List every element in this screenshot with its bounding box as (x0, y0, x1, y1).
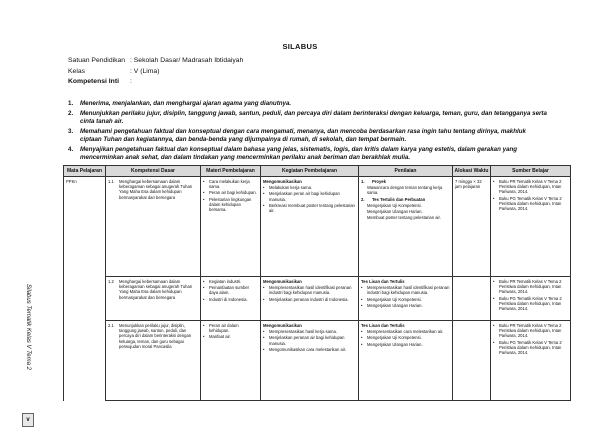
item-text: Industri di Indonesia. (209, 296, 248, 302)
assessment-cell (359, 177, 453, 277)
bullet-icon: • (203, 285, 205, 291)
assessment-title: Tes Tertulis dan Perbuatan (372, 196, 426, 202)
subject-cell (64, 321, 106, 401)
item-text: Wawancara dengan teman tentang kerja sama. (367, 185, 443, 196)
column-header: Kegiatan Pembelajaran (261, 166, 359, 177)
table-row (64, 177, 571, 277)
meta-value: : V (Lima) (130, 67, 160, 75)
time-cell (453, 277, 491, 321)
assessment-title: Proyek (372, 179, 386, 184)
subject-cell (64, 277, 106, 321)
item-text: Menjelaskan peran air bagi kehidupan manusia. (269, 191, 340, 202)
competency-text: Menghargai kebersamaan dalam keberagaman sebagai anugerah Tuhan Yang Maha Esa dalam kehidupan bermasyarakat dan bernegara (119, 279, 193, 300)
assessment-item (361, 329, 450, 334)
subject-cell (64, 177, 106, 277)
assessment-item (361, 335, 450, 340)
bullet-icon: • (493, 179, 495, 184)
item-text: Buku PR Tematik Kelas V Tema 2 Peristiwa dalam Kehidupan, Intan Pariwara, 2014. (499, 323, 562, 339)
activity-item (263, 191, 356, 201)
item-text: Mempresentasikan hasil kerja sama. (269, 329, 337, 335)
activity-item (263, 347, 356, 352)
assessment-number: 2. (361, 196, 365, 202)
item-text: Buku PR Tematik Kelas V Tema 2 Peristiwa dalam Kehidupan, Intan Pariwara, 2014. (499, 179, 562, 195)
material-item (203, 190, 258, 195)
kompetensi-inti-list (68, 100, 548, 164)
material-item (203, 323, 258, 333)
kompetensi-inti-item (68, 146, 548, 162)
item-text: Mempresentasikan hasil identifikasi peranan industri bagi kehidupan manusia. (367, 285, 450, 296)
activity-item (263, 335, 356, 345)
bullet-icon: • (263, 329, 265, 335)
assessment-heading (361, 197, 450, 202)
assessment-heading (361, 179, 450, 184)
assessment-heading (361, 279, 450, 284)
item-text: Peran air bagi kehidupan. (209, 190, 257, 196)
source-cell (491, 321, 571, 401)
bullet-icon: • (361, 296, 363, 302)
source-cell (491, 177, 571, 277)
bullet-icon: • (361, 285, 363, 291)
time-cell (453, 177, 491, 277)
bullet-icon: • (361, 341, 363, 347)
column-header: Alokasi Waktu (453, 166, 491, 177)
material-item (203, 297, 258, 302)
item-text: Buku PG Tematik Kelas V Tema 2 Peristiwa dalam Kehidupan, Intan Pariwara, 2014. (499, 339, 562, 356)
column-header: Penilaian (359, 166, 453, 177)
bullet-icon: • (361, 302, 363, 308)
bullet-icon: • (203, 196, 205, 202)
material-cell (201, 277, 261, 321)
item-text: Pelestarian lingkungan dalam kehidupan bersama. (209, 196, 252, 213)
item-text: Mempresentasikan cara melestarikan air. (367, 329, 444, 335)
competency-number: 1.2 (108, 279, 114, 284)
item-text: Kegiatan industri. (209, 279, 242, 284)
item-text: Melakukan kerja sama. (269, 185, 313, 191)
table-row (64, 277, 571, 321)
item-text: Mengerjakan Uji Kompetensi. (367, 335, 422, 341)
item-text: Menerima, menjalankan, dan menghargai ajaran agama yang dianutnya. (80, 100, 292, 107)
column-header: Materi Pembelajaran (201, 166, 261, 177)
source-item (493, 179, 568, 195)
subject-name: PPKn (66, 179, 77, 184)
item-text: Menunjukkan perilaku jujur, disiplin, tanggung jawab, santun, peduli, dan percaya diri dalam berinteraksi dengan keluarga, teman, guru, dan tetangganya serta cinta tanah air. (80, 110, 547, 125)
item-text: Mengerjakan Uji Kompetensi. (367, 296, 422, 302)
assessment-item (361, 209, 450, 214)
syllabus-table (63, 165, 571, 401)
competency-number: 2.1 (108, 323, 114, 328)
activity-item (263, 297, 356, 302)
item-text: Cara melakukan kerja sama. (209, 179, 250, 190)
competency-text: Menghargai kebersamaan dalam keberagaman sebagai anugerah Tuhan Yang Maha Esa dalam kehidupan bermasyarakat dan bernegara (119, 179, 193, 200)
assessment-item (361, 297, 450, 302)
bullet-icon: • (361, 335, 363, 341)
activity-item (263, 203, 356, 213)
time-cell (453, 321, 491, 401)
time-allocation: 7 minggu × 32 jam pelajaran (455, 179, 482, 190)
assessment-item (361, 303, 450, 308)
item-text: Menyajikan pengetahuan faktual dan konseptual dalam bahasa yang jelas, sistematis, logis, dan kritis dalam karya yang estetis, dalam gerakan yang mencerminkan anak sehat, dan dalam tindakan yang mencerminkan perilaku anak beriman dan berakhlak mulia. (80, 146, 518, 161)
meta-row (68, 56, 243, 67)
column-header: Mata Pelajaran (64, 166, 106, 177)
kompetensi-inti-item (68, 100, 548, 108)
material-item (203, 197, 258, 213)
page-title: SILABUS (282, 42, 318, 51)
activity-heading: Mengomunikasikan (263, 179, 302, 184)
side-label: Silabus Tematik Kelas V Tema 2 (25, 284, 31, 370)
assessment-cell (359, 321, 453, 401)
item-text: Mengerjakan Ulangan Harian. (367, 341, 423, 347)
bullet-icon: • (263, 202, 265, 208)
item-text: Buku PR Tematik Kelas V Tema 2 Peristiwa dalam Kehidupan, Intan Pariwara, 2014. (499, 279, 562, 295)
source-item (493, 323, 568, 339)
column-header: Kompetensi Dasar (106, 166, 201, 177)
source-item (493, 279, 568, 295)
assessment-heading (361, 323, 450, 328)
material-item (203, 285, 258, 295)
activity-item (263, 285, 356, 295)
bullet-icon: • (203, 179, 205, 184)
table-header-row (64, 166, 571, 177)
assessment-item (361, 185, 450, 195)
item-text: Buku PG Tematik Kelas V Tema 2 Peristiwa dalam Kehidupan, Intan Pariwara, 2014. (499, 295, 562, 312)
activity-cell (261, 277, 359, 321)
item-text: Pemanfaatan sumber daya alam. (209, 285, 250, 296)
assessment-item (361, 203, 450, 208)
identity-block (68, 56, 243, 88)
source-item (493, 340, 568, 356)
competency-item (108, 323, 198, 349)
bullet-icon: • (203, 296, 205, 302)
material-item (203, 279, 258, 284)
item-text: Mengerjakan Ulangan Harian. (367, 302, 423, 308)
activity-heading: Mengomunikasikan (263, 323, 302, 328)
item-number: 4. (68, 146, 74, 153)
item-text: Buku PG Tematik Kelas V Tema 2 Peristiwa dalam Kehidupan, Intan Pariwara, 2014. (499, 195, 562, 212)
meta-row (68, 77, 243, 88)
activity-cell (261, 321, 359, 401)
side-margin (20, 262, 34, 402)
competency-cell (106, 321, 201, 401)
bullet-icon: • (493, 323, 495, 328)
item-text: Mengerjakan Ulangan Harian. (367, 209, 423, 215)
meta-value: : Sekolah Dasar/ Madrasah Ibtidaiyah (130, 57, 244, 64)
material-item (203, 179, 258, 189)
item-text: Menjelaskan peranan air bagi kehidupan manusia. (269, 335, 345, 346)
meta-label: Kompetensi Inti (68, 78, 119, 85)
kompetensi-inti-item (68, 128, 548, 144)
competency-number: 1.1 (108, 179, 114, 184)
item-number: 3. (68, 128, 74, 135)
assessment-title: Tes Lisan dan Tertulis (361, 279, 405, 284)
material-cell (201, 321, 261, 401)
competency-cell (106, 277, 201, 321)
column-header: Sumber Belajar (491, 166, 571, 177)
meta-label: Kelas (68, 67, 86, 75)
activity-heading: Mengomunikasikan (263, 279, 302, 284)
item-text: Manfaat air. (209, 334, 231, 340)
bullet-icon: • (203, 190, 205, 196)
competency-cell (106, 177, 201, 277)
assessment-item (361, 215, 450, 220)
competency-item (108, 279, 198, 300)
page-badge: v (22, 413, 34, 427)
meta-row (68, 67, 243, 78)
meta-label: Satuan Pendidikan (68, 57, 126, 64)
source-cell (491, 277, 571, 321)
assessment-item (361, 342, 450, 347)
competency-item (108, 179, 198, 200)
bullet-icon: • (493, 295, 495, 301)
bullet-icon: • (263, 346, 265, 352)
item-text: Mengerjakan Uji Kompetensi. (367, 202, 422, 208)
competency-text: Menunjukkan perilaku jujur, disiplin, tanggung jawab, santun, peduli, dan percaya diri dalam berinteraksi dengan keluarga, teman, dan guru sebagai perwujudan moral Pancasila (119, 323, 192, 349)
item-number: 1. (68, 100, 74, 107)
activity-cell (261, 177, 359, 277)
bullet-icon: • (263, 285, 265, 291)
assessment-cell (359, 277, 453, 321)
assessment-item (361, 285, 450, 295)
bullet-icon: • (203, 323, 205, 328)
material-cell (201, 177, 261, 277)
assessment-number: 1. (361, 179, 365, 184)
item-text: Mengomunikasikan cara melestarikan air. (269, 346, 347, 352)
bullet-icon: • (263, 191, 265, 197)
item-text: Berkreasi membuat poster tentang pelestarian air. (269, 202, 355, 214)
bullet-icon: • (263, 335, 265, 341)
assessment-title: Tes Lisan dan Tertulis (361, 323, 405, 328)
item-text: Membuat poster tentang pelestarian air. (367, 215, 441, 221)
bullet-icon: • (361, 329, 363, 335)
item-text: Mempresentasikan hasil identifikasi peranan industri bagi kehidupan manusia. (269, 285, 352, 296)
activity-item (263, 185, 356, 190)
activity-item (263, 329, 356, 334)
bullet-icon: • (263, 296, 265, 302)
item-text: Peran air dalam kehidupan. (209, 323, 239, 334)
source-item (493, 296, 568, 312)
bullet-icon: • (203, 334, 205, 340)
source-item (493, 196, 568, 212)
item-text: Memahami pengetahuan faktual dan konseptual dengan cara mengamati, menanya, dan mencoba berdasarkan rasa ingin tahu tentang dirinya, makhluk ciptaan Tuhan dan kegiatannya, dan benda-benda yang dijumpainya di rumah, di sekolah, dan tempat bermain. (80, 128, 526, 143)
bullet-icon: • (203, 279, 205, 284)
meta-value: : (130, 78, 132, 85)
item-number: 2. (68, 110, 74, 117)
bullet-icon: • (263, 185, 265, 191)
bullet-icon: • (493, 279, 495, 284)
bullet-icon: • (493, 195, 495, 201)
table-row (64, 321, 571, 401)
material-item (203, 334, 258, 339)
kompetensi-inti-item (68, 110, 548, 126)
bullet-icon: • (493, 339, 495, 345)
item-text: Menjelaskan peranan industri di Indonesia. (269, 296, 349, 302)
